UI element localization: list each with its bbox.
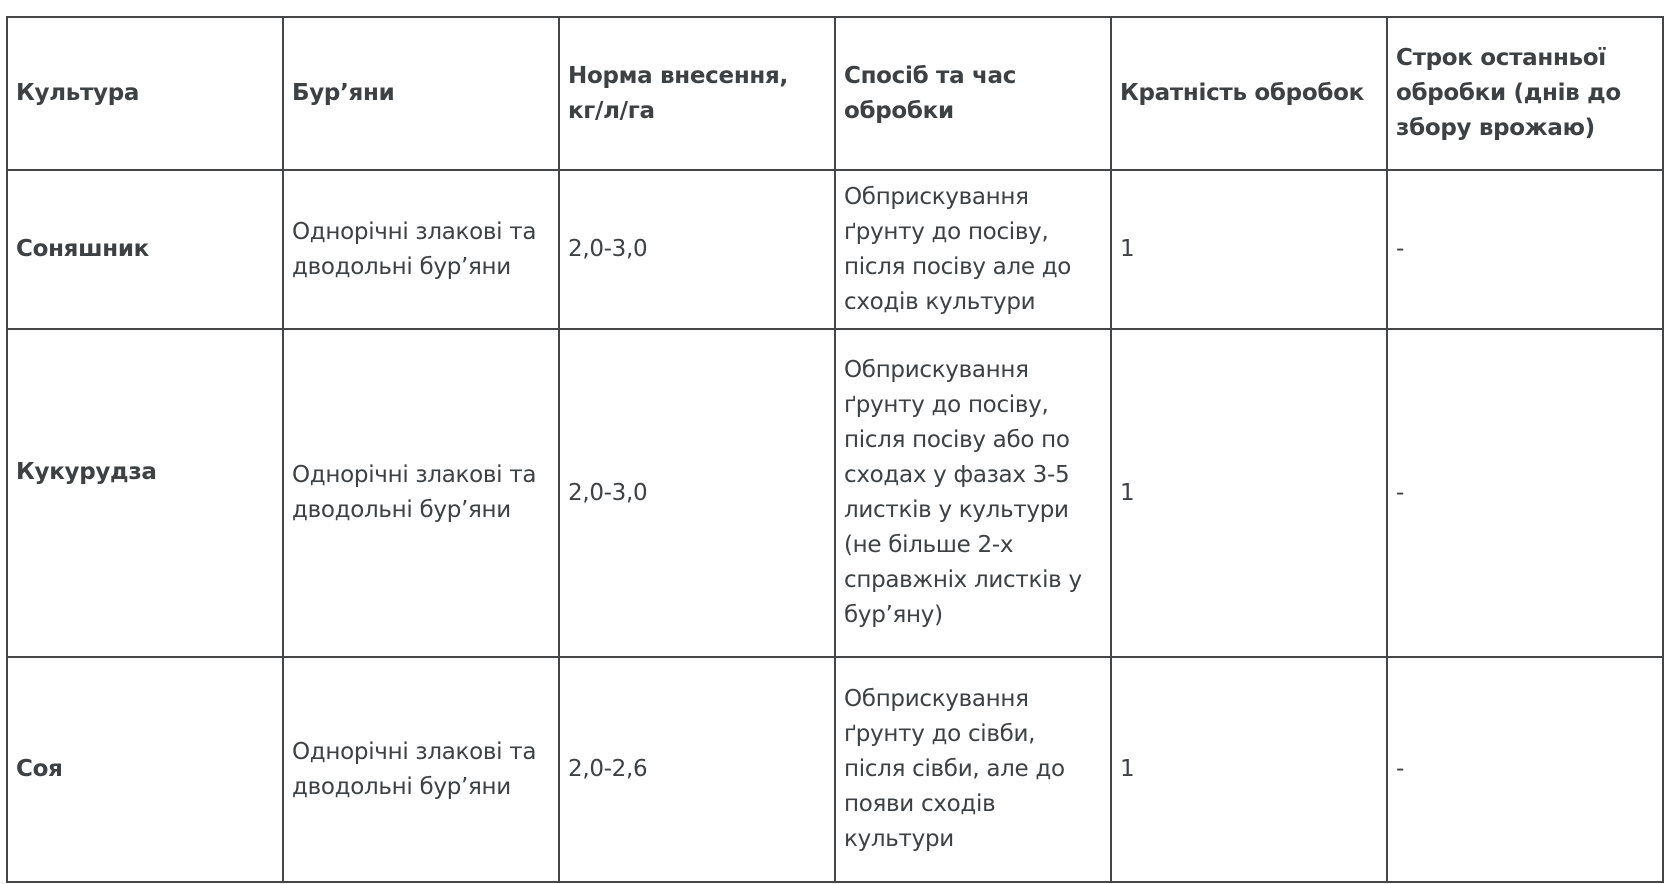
header-last-treatment: Строк останньої обробки (днів до збору врожаю) [1387, 17, 1663, 170]
cell-last-treatment: - [1387, 170, 1663, 329]
table-header-row [7, 17, 1663, 170]
cell-crop: Соя [7, 657, 283, 882]
cell-treatments: 1 [1111, 170, 1387, 329]
cell-method: Обприскування ґрунту до сівби, після сівби, але до появи сходів культури [835, 657, 1111, 882]
table-row [7, 170, 1663, 329]
cell-method: Обприскування ґрунту до посіву, після посіву або по сходах у фазах 3-5 листків у культури (не більше 2-х справжніх листків у бур’яну) [835, 329, 1111, 657]
header-weeds: Бур’яни [283, 17, 559, 170]
cell-crop: Кукурудза [7, 329, 283, 657]
cell-rate: 2,0-2,6 [559, 657, 835, 882]
cell-weeds: Однорічні злакові та дводольні бур’яни [283, 170, 559, 329]
table-row [7, 329, 1663, 657]
page-title-cut-off [0, 0, 1668, 6]
cell-last-treatment: - [1387, 657, 1663, 882]
cell-weeds: Однорічні злакові та дводольні бур’яни [283, 657, 559, 882]
cell-treatments: 1 [1111, 329, 1387, 657]
cell-method: Обприскування ґрунту до посіву, після посіву але до сходів культури [835, 170, 1111, 329]
cell-weeds: Однорічні злакові та дводольні бур’яни [283, 329, 559, 657]
cell-last-treatment: - [1387, 329, 1663, 657]
cell-rate: 2,0-3,0 [559, 170, 835, 329]
header-treatments: Кратність обробок [1111, 17, 1387, 170]
header-method: Спосіб та час обробки [835, 17, 1111, 170]
header-crop: Культура [7, 17, 283, 170]
cell-rate: 2,0-3,0 [559, 329, 835, 657]
herbicide-application-table [6, 16, 1664, 883]
cell-treatments: 1 [1111, 657, 1387, 882]
cell-crop: Соняшник [7, 170, 283, 329]
header-rate: Норма внесення, кг/л/га [559, 17, 835, 170]
table-row [7, 657, 1663, 882]
